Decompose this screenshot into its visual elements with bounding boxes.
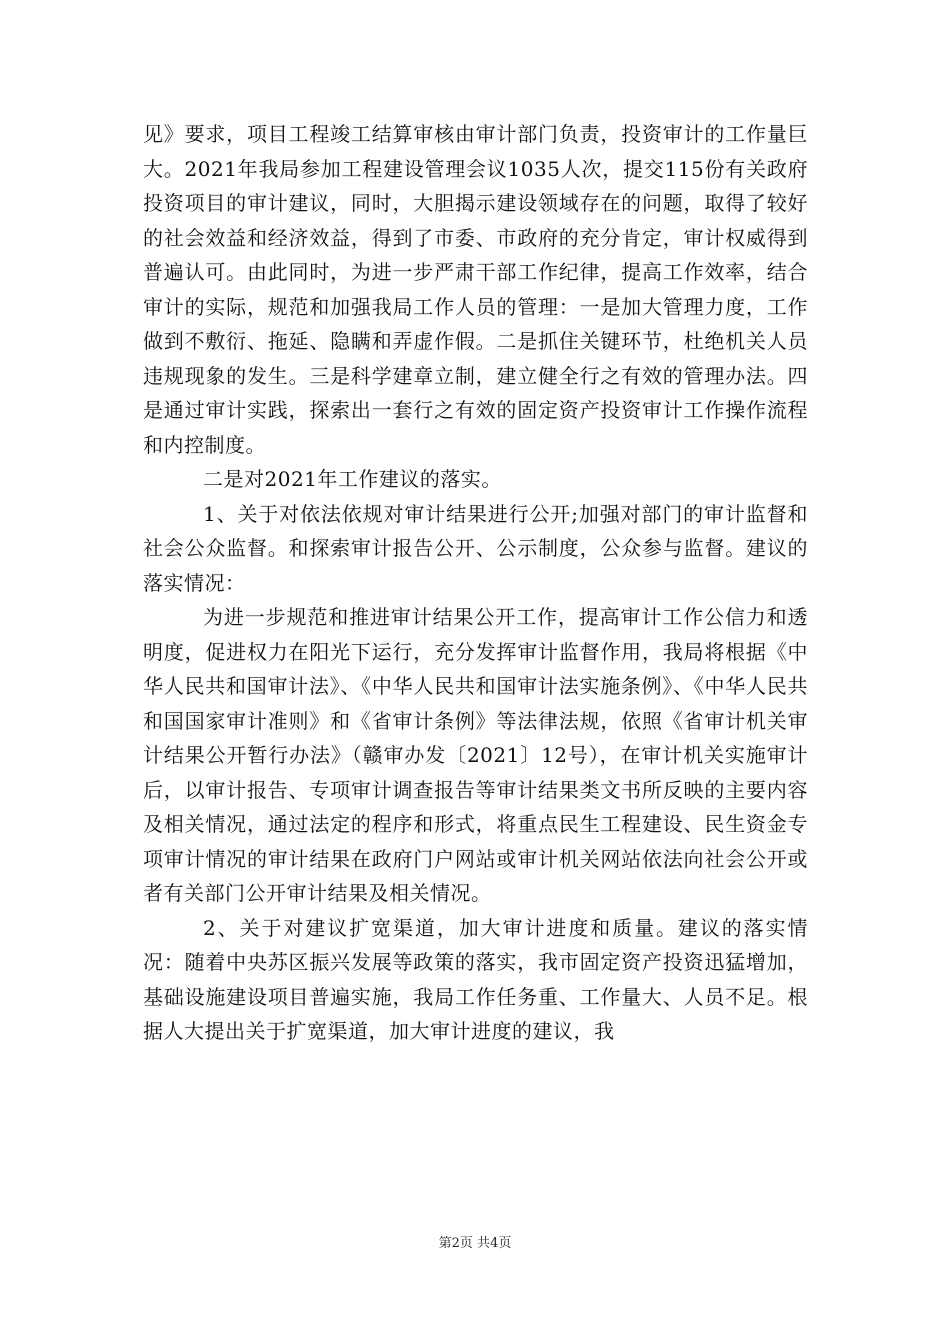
paragraph-audit-workload: 见》要求，项目工程竣工结算审核由审计部门负责，投资审计的工作量巨大。2021年我局参加工程建设管理会议1035人次，提交115份有关政府投资项目的审计建议，同时，大胆揭示建设领域存在的问题，取得了较好的社会效益和经济效益，得到了市委、市政府的充分肯定，审计权威得到普遍认可。由此同时，为进一步严肃干部工作纪律，提高工作效率，结合审计的实际，规范和加强我局工作人员的管理：一是加大管理力度，工作做到不敷衍、拖延、隐瞒和弄虚作假。二是抓住关键环节，杜绝机关人员违规现象的发生。三是科学建章立制，建立健全行之有效的管理办法。四是通过审计实践，探索出一套行之有效的固定资产投资审计工作操作流程和内控制度。 xyxy=(143,122,808,457)
footer-suffix: 页 xyxy=(498,1236,512,1251)
footer-prefix: 第 xyxy=(438,1236,452,1251)
paragraph-item-2: 2、关于对建议扩宽渠道，加大审计进度和质量。建议的落实情况：随着中央苏区振兴发展等政策的落实，我市固定资产投资迅猛增加，基础设施建设项目普遍实施，我局工作任务重、工作量大、人员不足。根据人大提出关于扩宽渠道，加大审计进度的建议，我 xyxy=(143,915,808,1043)
footer-current-page: 2 xyxy=(451,1236,460,1251)
footer-middle: 页 共 xyxy=(459,1236,491,1251)
page-number-footer xyxy=(0,1232,950,1251)
paragraph-item-1: 1、关于对依法依规对审计结果进行公开;加强对部门的审计监督和社会公众监督。和探索审计报告公开、公示制度，公众参与监督。建议的落实情况： xyxy=(143,501,808,595)
paragraph-item-1-detail: 为进一步规范和推进审计结果公开工作，提高审计工作公信力和透明度，促进权力在阳光下运行，充分发挥审计监督作用，我局将根据《中华人民共和国审计法》、《中华人民共和国审计法实施条例》、《中华人民共和国国家审计准则》和《省审计条例》等法律法规，依照《省审计机关审计结果公开暂行办法》（赣审办发〔2021〕12号），在审计机关实施审计后，以审计报告、专项审计调查报告等审计结果类文书所反映的主要内容及相关情况，通过法定的程序和形式，将重点民生工程建设、民生资金专项审计情况的审计结果在政府门户网站或审计机关网站依法向社会公开或者有关部门公开审计结果及相关情况。 xyxy=(143,605,808,905)
document-body xyxy=(143,117,808,1049)
paragraph-section-heading: 二是对2021年工作建议的落实。 xyxy=(203,467,502,491)
footer-total-pages: 4 xyxy=(490,1236,499,1251)
